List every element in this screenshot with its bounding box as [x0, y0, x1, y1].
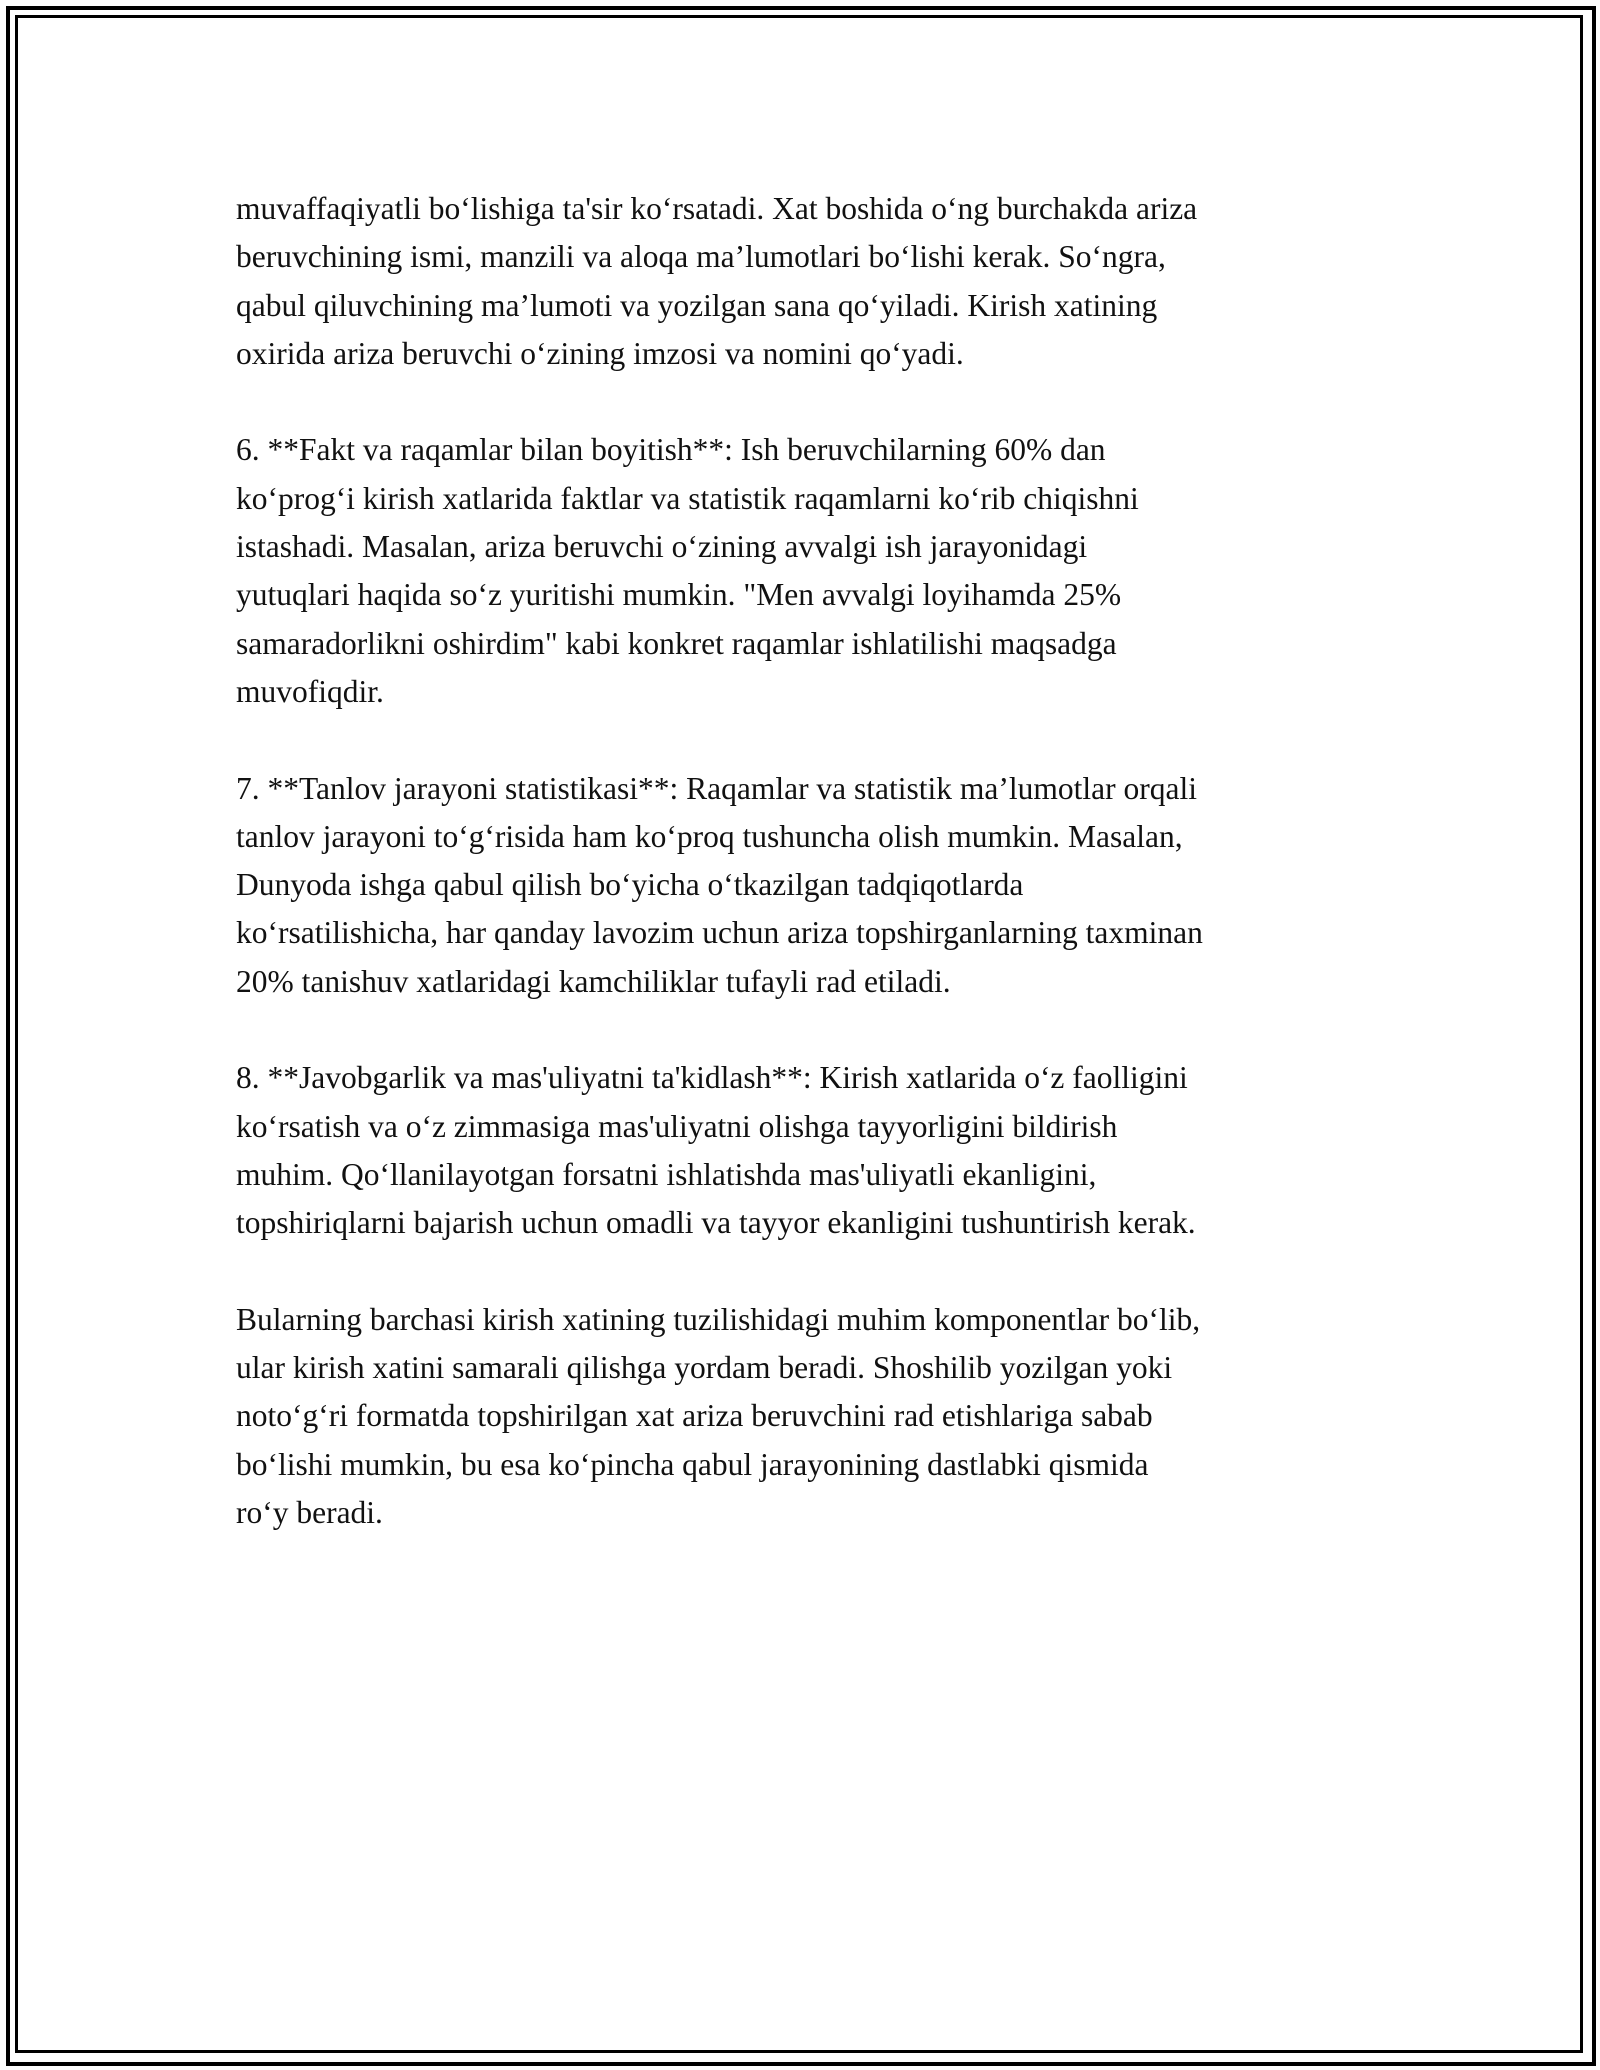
text-line: muvofiqdir.: [236, 673, 384, 709]
text-line: 20% tanishuv xatlaridagi kamchiliklar tufayli rad etiladi.: [236, 963, 951, 999]
text-line: ko‘rsatish va o‘z zimmasiga mas'uliyatni olishga tayyorligini bildirish: [236, 1108, 1118, 1144]
text-line: muhim. Qo‘llanilayotgan forsatni ishlatishda mas'uliyatli ekanligini,: [236, 1156, 1097, 1192]
document-body: [236, 185, 1386, 1586]
paragraph-item-8: [236, 1054, 1386, 1247]
paragraph-intro-continuation: [236, 185, 1386, 378]
text-line: muvaffaqiyatli bo‘lishiga ta'sir ko‘rsatadi. Xat boshida o‘ng burchakda ariza: [236, 191, 1198, 226]
text-line: ko‘prog‘i kirish xatlarida faktlar va statistik raqamlarni ko‘rib chiqishni: [236, 480, 1139, 516]
text-line: topshiriqlarni bajarish uchun omadli va tayyor ekanligini tushuntirish kerak.: [236, 1205, 1196, 1241]
text-line: ular kirish xatini samarali qilishga yordam beradi. Shoshilib yozilgan yoki: [236, 1350, 1173, 1386]
paragraph-conclusion: [236, 1296, 1386, 1537]
text-line: ko‘rsatilishicha, har qanday lavozim uchun ariza topshirganlarning taxminan: [236, 915, 1203, 951]
text-line: yutuqlari haqida so‘z yuritishi mumkin. "Men avvalgi loyihamda 25%: [236, 577, 1122, 613]
text-line: bo‘lishi mumkin, bu esa ko‘pincha qabul jarayonining dastlabki qismida: [236, 1446, 1149, 1482]
text-line: 6. **Fakt va raqamlar bilan boyitish**: Ish beruvchilarning 60% dan: [236, 432, 1106, 468]
text-line: samaradorlikni oshirdim" kabi konkret raqamlar ishlatilishi maqsadga: [236, 625, 1117, 661]
text-line: oxirida ariza beruvchi o‘zining imzosi va nomini qo‘yadi.: [236, 335, 964, 371]
text-line: ro‘y beradi.: [236, 1495, 383, 1531]
text-line: 7. **Tanlov jarayoni statistikasi**: Raqamlar va statistik ma’lumotlar orqali: [236, 770, 1197, 806]
text-line: Bularning barchasi kirish xatining tuzilishidagi muhim komponentlar bo‘lib,: [236, 1301, 1201, 1337]
text-line: beruvchining ismi, manzili va aloqa ma’lumotlari bo‘lishi kerak. So‘ngra,: [236, 239, 1166, 275]
paragraph-item-7: [236, 765, 1386, 1006]
paragraph-item-6: [236, 426, 1386, 716]
text-line: 8. **Javobgarlik va mas'uliyatni ta'kidlash**: Kirish xatlarida o‘z faolligini: [236, 1060, 1188, 1096]
text-line: qabul qiluvchining ma’lumoti va yozilgan sana qo‘yiladi. Kirish xatining: [236, 287, 1158, 323]
text-line: Dunyoda ishga qabul qilish bo‘yicha o‘tkazilgan tadqiqotlarda: [236, 867, 1024, 903]
text-line: istashadi. Masalan, ariza beruvchi o‘zining avvalgi ish jarayonidagi: [236, 529, 1088, 565]
text-line: tanlov jarayoni to‘g‘risida ham ko‘proq tushuncha olish mumkin. Masalan,: [236, 818, 1183, 854]
text-line: noto‘g‘ri formatda topshirilgan xat ariza beruvchini rad etishlariga sabab: [236, 1398, 1153, 1434]
